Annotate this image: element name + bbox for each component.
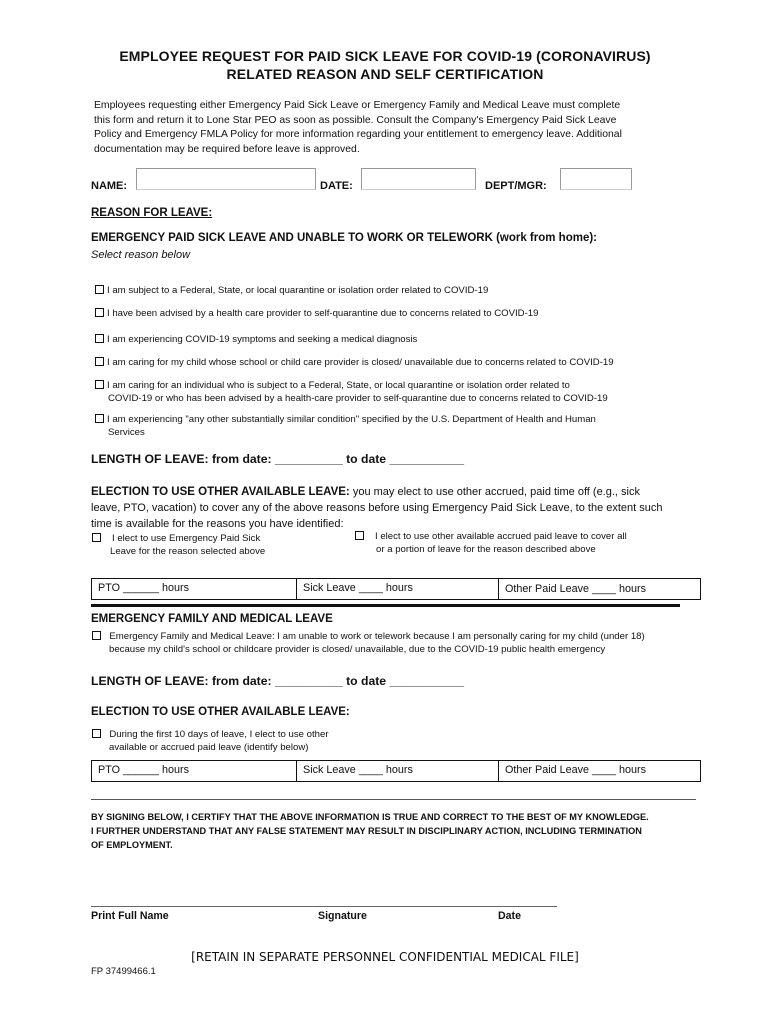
intro-line: this form and return it to Lone Star PEO as soon as possible. Consult the Company's Emergency Paid Sick Leave	[94, 114, 617, 126]
checkbox[interactable]	[92, 631, 101, 640]
name-label: NAME:	[91, 180, 128, 192]
reason-for-leave-heading: REASON FOR LEAVE:	[91, 207, 213, 219]
select-reason-instruction: Select reason below	[91, 249, 191, 261]
election-heading-1: ELECTION TO USE OTHER AVAILABLE LEAVE:	[91, 486, 350, 498]
certification-line: BY SIGNING BELOW, I CERTIFY THAT THE ABOVE INFORMATION IS TRUE AND CORRECT TO THE BEST OF MY KNOWLEDGE.	[91, 812, 649, 822]
checkbox[interactable]	[355, 531, 364, 540]
reason-option-3[interactable]	[95, 334, 417, 347]
checkbox[interactable]	[95, 414, 104, 423]
election-heading-2: ELECTION TO USE OTHER AVAILABLE LEAVE:	[91, 706, 350, 718]
option-text-continued: available or accrued paid leave (identify below)	[109, 741, 309, 753]
reason-text-continued: COVID-19 or who has been advised by a health-care provider to self-quarantine due to concerns related to COVID-19	[108, 392, 608, 404]
option-text: I elect to use other available accrued paid leave to cover all	[375, 531, 627, 542]
elect-accrued-option[interactable]	[355, 531, 627, 557]
certification-divider	[91, 799, 696, 800]
efml-heading: EMERGENCY FAMILY AND MEDICAL LEAVE	[91, 613, 333, 625]
reason-option-1[interactable]	[95, 285, 488, 298]
pto-hours-cell[interactable]: PTO ______ hours	[92, 579, 297, 599]
sick-leave-hours-cell[interactable]: Sick Leave ____ hours	[297, 579, 499, 599]
reason-text: I am experiencing "any other substantially similar condition" specified by the U.S. Department of Health and Human	[107, 414, 596, 425]
sick-leave-hours-cell[interactable]: Sick Leave ____ hours	[297, 761, 499, 781]
reason-option-5[interactable]	[95, 380, 608, 405]
signature-label: Signature	[318, 910, 367, 922]
checkbox[interactable]	[95, 380, 104, 389]
other-paid-leave-hours-cell[interactable]: Other Paid Leave ____ hours	[505, 583, 647, 595]
date-signed-label: Date	[498, 910, 521, 922]
reason-text: I have been advised by a health care provider to self-quarantine due to concerns related to COVID-19	[107, 308, 539, 319]
certification-line: I FURTHER UNDERSTAND THAT ANY FALSE STATEMENT MAY RESULT IN DISCIPLINARY ACTION, INCLUDING TERMINATION	[91, 826, 642, 836]
reason-text: I am subject to a Federal, State, or local quarantine or isolation order related to COVID-19	[107, 285, 489, 296]
reason-text: I am experiencing COVID-19 symptoms and seeking a medical diagnosis	[107, 334, 418, 345]
form-title-line-2: RELATED REASON AND SELF CERTIFICATION	[226, 66, 544, 82]
election-text: leave, PTO, vacation) to cover any of the above reasons before using Emergency Paid Sick Leave, to the extent such	[91, 502, 663, 514]
reason-option-4[interactable]	[95, 357, 614, 370]
signature-line[interactable]	[91, 906, 557, 907]
name-field[interactable]	[136, 168, 316, 190]
epsl-heading: EMERGENCY PAID SICK LEAVE AND UNABLE TO WORK OR TELEWORK (work from home):	[91, 232, 598, 244]
other-paid-leave-hours-cell[interactable]: Other Paid Leave ____ hours	[505, 764, 647, 776]
intro-paragraph	[94, 99, 684, 157]
option-text-continued: or a portion of leave for the reason described above	[376, 543, 596, 555]
election-paragraph-1	[91, 484, 691, 532]
form-title-line-1: EMPLOYEE REQUEST FOR PAID SICK LEAVE FOR COVID-19 (CORONAVIRUS)	[119, 48, 651, 64]
checkbox[interactable]	[95, 285, 104, 294]
form-number: FP 37499466.1	[91, 966, 156, 977]
reason-text-continued: Services	[108, 426, 145, 438]
intro-line: documentation may be required before leave is approved.	[94, 143, 360, 155]
dept-mgr-field[interactable]	[560, 168, 632, 190]
leave-hours-table-1	[91, 578, 701, 600]
checkbox[interactable]	[95, 357, 104, 366]
section-divider	[91, 604, 680, 607]
dept-mgr-label: DEPT/MGR:	[485, 180, 547, 192]
efml-option[interactable]	[92, 631, 645, 657]
option-text: I elect to use Emergency Paid Sick	[112, 533, 261, 544]
election-text: time is available for the reasons you have identified:	[91, 518, 344, 530]
checkbox[interactable]	[92, 729, 101, 738]
print-full-name-label: Print Full Name	[91, 910, 169, 922]
date-field[interactable]	[361, 168, 476, 190]
certification-line: OF EMPLOYMENT.	[91, 840, 173, 850]
date-label: DATE:	[320, 180, 353, 192]
certification-statement	[91, 810, 711, 852]
reason-option-2[interactable]	[95, 308, 538, 321]
elect-epsl-option[interactable]	[92, 533, 265, 559]
option-text: During the first 10 days of leave, I elect to use other	[109, 729, 329, 740]
checkbox[interactable]	[95, 334, 104, 343]
reason-text: I am caring for an individual who is subject to a Federal, State, or local quarantine or isolation order related to	[107, 380, 570, 391]
elect-accrued-option-2[interactable]	[92, 729, 329, 755]
reason-option-6[interactable]	[95, 414, 596, 439]
reason-text: I am caring for my child whose school or child care provider is closed/ unavailable due to concerns related to COVID-19	[107, 357, 614, 368]
checkbox[interactable]	[92, 533, 101, 542]
checkbox[interactable]	[95, 308, 104, 317]
option-text-continued: Leave for the reason selected above	[110, 545, 266, 557]
pto-hours-cell[interactable]: PTO ______ hours	[92, 761, 297, 781]
efml-text-continued: because my child's school or childcare provider is closed/ unavailable, due to the COVID-19 public health emergency	[109, 643, 606, 655]
efml-text: Emergency Family and Medical Leave: I am unable to work or telework because I am personally caring for my child (under 18)	[109, 631, 645, 642]
election-text: you may elect to use other accrued, paid time off (e.g., sick	[349, 486, 640, 498]
leave-hours-table-2	[91, 760, 701, 782]
length-of-leave-2: LENGTH OF LEAVE: from date: __________ to date ___________	[91, 674, 465, 688]
intro-line: Policy and Emergency FMLA Policy for more information regarding your entitlement to emergency leave. Additional	[94, 129, 622, 141]
retain-note: [RETAIN IN SEPARATE PERSONNEL CONFIDENTIAL MEDICAL FILE]	[191, 950, 579, 964]
intro-line: Employees requesting either Emergency Paid Sick Leave or Emergency Family and Medical Leave must complete	[94, 100, 621, 111]
length-of-leave-1: LENGTH OF LEAVE: from date: __________ to date ___________	[91, 452, 465, 466]
